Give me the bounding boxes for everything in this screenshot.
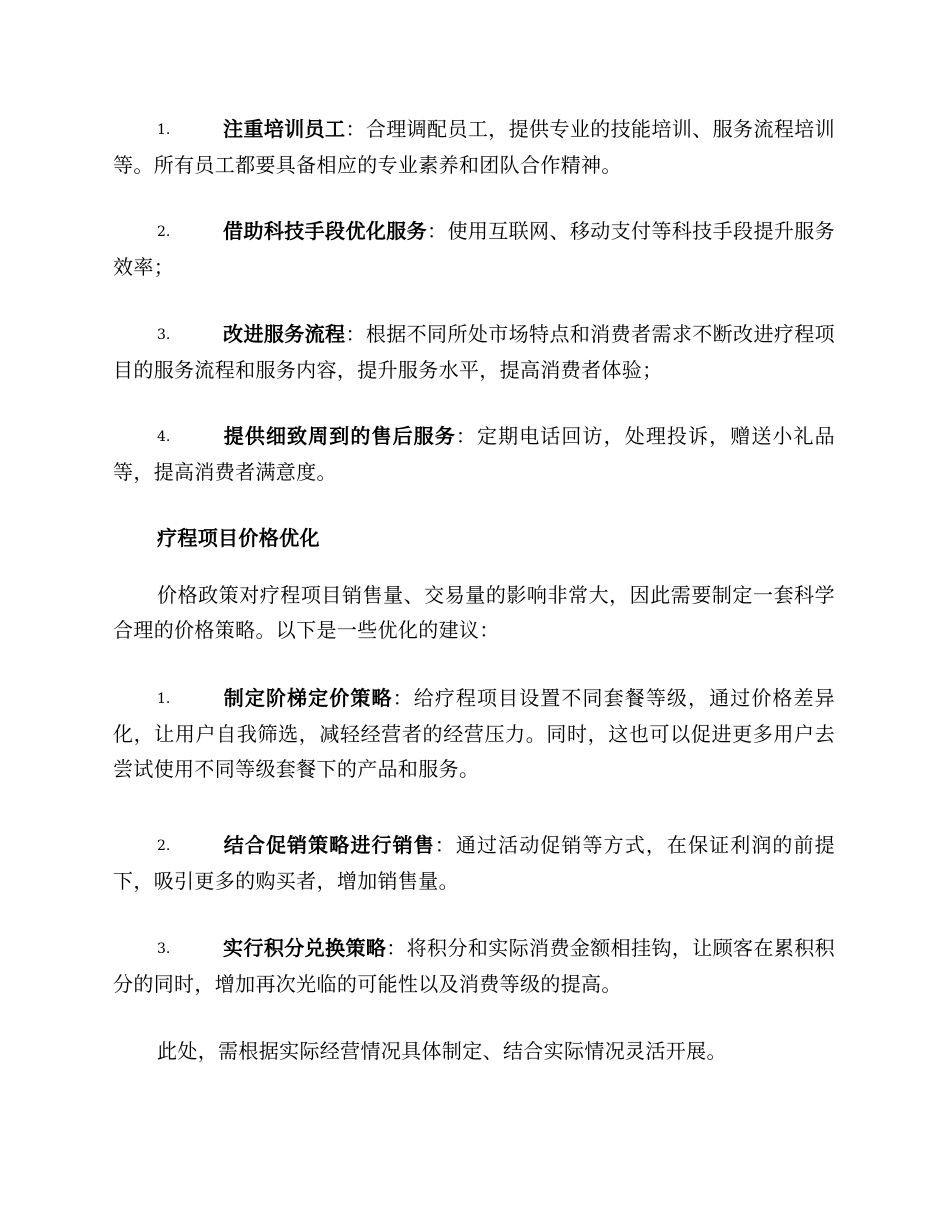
list-item-title: 改进服务流程 bbox=[223, 322, 346, 346]
list-number: 1. bbox=[157, 122, 171, 138]
list-item-points bbox=[113, 931, 835, 1002]
list-item-colon: ： bbox=[455, 424, 477, 448]
list-item-process bbox=[113, 317, 835, 388]
list-item-aftersales bbox=[113, 419, 835, 490]
list-number: 3. bbox=[157, 941, 171, 957]
list-item-colon: ： bbox=[345, 117, 366, 141]
list-item-colon: ： bbox=[345, 322, 366, 346]
list-item-colon: ： bbox=[427, 219, 448, 243]
list-item-body: 合理调配员工，提供专业的技能培训、服务流程培训等。所有员工都要具备相应的专业素养和团队合作精神。 bbox=[113, 117, 835, 177]
list-number: 1. bbox=[157, 691, 171, 707]
list-item-title: 实行积分兑换策略 bbox=[223, 936, 387, 960]
list-item-body: 将积分和实际消费金额相挂钩，让顾客在累积积分的同时，增加再次光临的可能性以及消费等级的提高。 bbox=[113, 936, 835, 996]
list-item-tiered-pricing bbox=[113, 681, 835, 787]
list-number: 3. bbox=[157, 327, 171, 343]
list-number: 2. bbox=[157, 224, 171, 240]
list-item-body: 根据不同所处市场特点和消费者需求不断改进疗程项目的服务流程和服务内容，提升服务水平，提高消费者体验； bbox=[113, 322, 835, 382]
list-item-colon: ： bbox=[392, 686, 414, 710]
list-item-title: 结合促销策略进行销售 bbox=[223, 833, 435, 857]
list-item-colon: ： bbox=[386, 936, 407, 960]
intro-paragraph: 价格政策对疗程项目销售量、交易量的影响非常大，因此需要制定一套科学合理的价格策略。以下是一些优化的建议： bbox=[113, 583, 835, 642]
list-item-title: 制定阶梯定价策略 bbox=[223, 686, 393, 710]
list-item-title: 提供细致周到的售后服务 bbox=[223, 424, 456, 448]
list-number: 2. bbox=[157, 838, 171, 854]
list-item-technology bbox=[113, 214, 835, 285]
section-heading: 疗程项目价格优化 bbox=[157, 526, 320, 550]
list-item-body: 通过活动促销等方式，在保证利润的前提下，吸引更多的购买者，增加销售量。 bbox=[113, 833, 835, 893]
closing-paragraph: 此处，需根据实际经营情况具体制定、结合实际情况灵活开展。 bbox=[157, 1039, 727, 1063]
list-item-title: 注重培训员工 bbox=[223, 117, 346, 141]
list-item-title: 借助科技手段优化服务 bbox=[223, 219, 428, 243]
list-item-body: 给疗程项目设置不同套餐等级，通过价格差异化，让用户自我筛选，减轻经营者的经营压力。同时，这也可以促进更多用户去尝试使用不同等级套餐下的产品和服务。 bbox=[113, 686, 835, 781]
list-item-body: 定期电话回访，处理投诉，赠送小礼品等，提高消费者满意度。 bbox=[113, 424, 835, 484]
list-item-promotion bbox=[113, 828, 835, 899]
list-number: 4. bbox=[157, 429, 171, 445]
list-item-body: 使用互联网、移动支付等科技手段提升服务效率； bbox=[113, 219, 835, 279]
list-item-training bbox=[113, 112, 835, 183]
list-item-colon: ： bbox=[434, 833, 456, 857]
